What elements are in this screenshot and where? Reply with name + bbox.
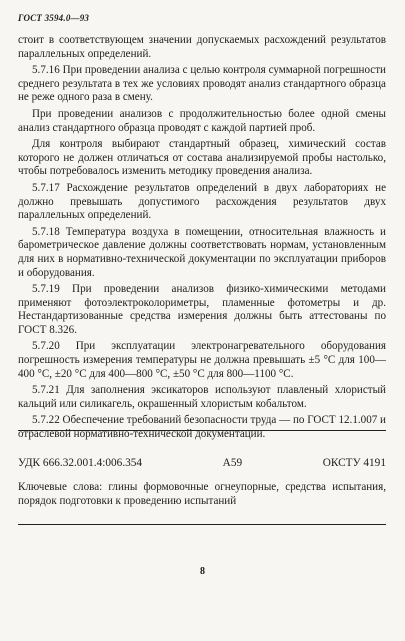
paragraph-continuation: стоит в соответствующем значении допускаемых расхождений результатов параллельных определений. — [18, 34, 386, 60]
paragraph-5-7-22: 5.7.22 Обеспечение требований безопасности труда — по ГОСТ 12.1.007 и отраслевой нормативно-технической документации. — [18, 414, 386, 441]
paragraph-5-7-21: 5.7.21 Для заполнения эксикаторов используют плавленый хлористый кальций или силикагель, окрашенный хлористым кобальтом. — [18, 384, 386, 410]
paragraph-5-7-17: 5.7.17 Расхождение результатов определений в двух лабораториях не должно превышать допустимого расхождения результатов двух параллельных определений. — [18, 181, 386, 222]
paragraph-5-7-16-sample: Для контроля выбирают стандартный образец, химический состав которого не должен отличаться от состава анализируемой пробы настолько, чтобы потребовалось изменить методику проведения анализа. — [18, 138, 386, 178]
footer-top-rule — [18, 430, 386, 431]
paragraph-5-7-18: 5.7.18 Температура воздуха в помещении, относительная влажность и барометрическое давление должны соответствовать нормам, установленным для них в нормативно-технической документации по эксплуатации приборов и оборудования. — [18, 225, 386, 279]
classification-row — [18, 457, 386, 469]
okstu-code: ОКСТУ 4191 — [322, 457, 386, 469]
body-text — [18, 34, 386, 445]
page-number: 8 — [200, 566, 205, 577]
keywords: Ключевые слова: глины формовочные огнеупорные, средства испытания, порядок подготовки к проведению испытаний — [18, 481, 386, 507]
paragraph-5-7-16: 5.7.16 При проведении анализа с целью контроля суммарной погрешности среднего результата в тех же условиях проводят анализ стандартного образца не реже одного раза в смену. — [18, 64, 386, 104]
paragraph-5-7-20: 5.7.20 При эксплуатации электронагревательного оборудования погрешность измерения температуры не должна превышать ±5 °С для 100—400 °С, ±20 °С для 400—800 °С, ±50 °С для 800—1100 °С. — [18, 340, 386, 380]
paragraph-5-7-16-shift: При проведении анализов с продолжительностью более одной смены анализ стандартного образца проводят с каждой партией проб. — [18, 107, 386, 134]
group-code: А59 — [222, 457, 243, 469]
standard-code-header: ГОСТ 3594.0—93 — [18, 13, 90, 23]
udk-code: УДК 666.32.001.4:006.354 — [18, 457, 143, 469]
footer-bottom-rule — [18, 524, 386, 525]
paragraph-5-7-19: 5.7.19 При проведении анализов физико-химическими методами применяют фотоэлектроколориметры, пламенные фотометры и др. Нестандартизованные средства измерения должны быть аттестованы по ГОСТ 8.326. — [18, 283, 386, 336]
